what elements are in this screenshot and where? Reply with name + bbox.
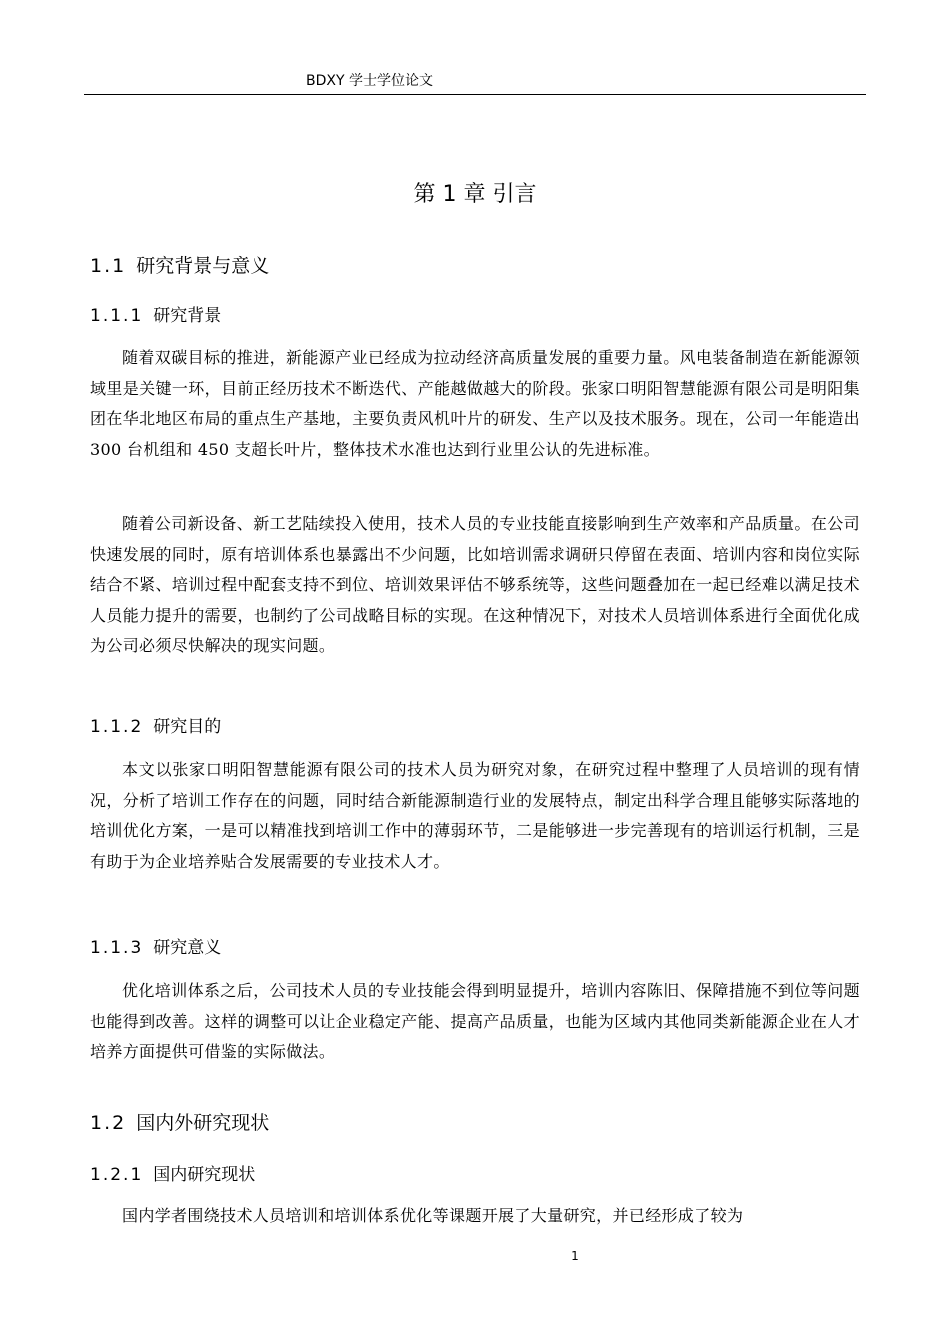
paragraph: 本文以张家口明阳智慧能源有限公司的技术人员为研究对象，在研究过程中整理了人员培训的现有情况，分析了培训工作存在的问题，同时结合新能源制造行业的发展特点，制定出科学合理且能够实际落地的培训优化方案，一是可以精准找到培训工作中的薄弱环节，二是能够进一步完善现有的培训运行机制，三是有助于为企业培养贴合发展需要的专业技术人才。: [90, 760, 860, 871]
subsection-title: 国内研究现状: [153, 1165, 256, 1185]
paragraph: 随着双碳目标的推进，新能源产业已经成为拉动经济高质量发展的重要力量。风电装备制造在新能源领域里是关键一环，目前正经历技术不断迭代、产能越做越大的阶段。张家口明阳智慧能源有限公司是明阳集团在华北地区布局的重点生产基地，主要负责风机叶片的研发、生产以及技术服务。现在，公司一年能造出 300 台机组和 450 支超长叶片，整体技术水准也达到行业里公认的先进标准。: [90, 348, 860, 459]
section-number: 1.1: [90, 255, 127, 277]
subsection-number: 1.1.1: [90, 306, 144, 326]
subsection-number: 1.1.2: [90, 717, 144, 737]
subsection-heading-1-1-1: [90, 303, 221, 329]
running-header-title: BDXY 学士学位论文: [306, 73, 433, 89]
subsection-heading-1-2-1: [90, 1162, 255, 1188]
chapter-title: 第 1 章 引言: [413, 182, 537, 207]
section-title: 国内外研究现状: [136, 1112, 270, 1134]
page-number: 1: [571, 1249, 579, 1263]
section-title: 研究背景与意义: [136, 255, 270, 277]
paragraph: 优化培训体系之后，公司技术人员的专业技能会得到明显提升，培训内容陈旧、保障措施不到位等问题也能得到改善。这样的调整可以让企业稳定产能、提高产品质量，也能为区域内其他同类新能源企业在人才培养方面提供可借鉴的实际做法。: [90, 981, 860, 1061]
section-number: 1.2: [90, 1112, 127, 1134]
paragraph: 国内学者围绕技术人员培训和培训体系优化等课题开展了大量研究，并已经形成了较为: [122, 1206, 744, 1225]
paragraph: 随着公司新设备、新工艺陆续投入使用，技术人员的专业技能直接影响到生产效率和产品质量。在公司快速发展的同时，原有培训体系也暴露出不少问题，比如培训需求调研只停留在表面、培训内容和岗位实际结合不紧、培训过程中配套支持不到位、培训效果评估不够系统等，这些问题叠加在一起已经难以满足技术人员能力提升的需要，也制约了公司战略目标的实现。在这种情况下，对技术人员培训体系进行全面优化成为公司必须尽快解决的现实问题。: [90, 514, 860, 655]
subsection-title: 研究背景: [153, 306, 222, 326]
subsection-title: 研究目的: [153, 717, 222, 737]
subsection-number: 1.1.3: [90, 938, 144, 958]
subsection-number: 1.2.1: [90, 1165, 144, 1185]
running-header: [84, 70, 866, 95]
subsection-heading-1-1-3: [90, 935, 221, 961]
section-heading-1-2: [90, 1109, 269, 1137]
subsection-heading-1-1-2: [90, 714, 221, 740]
subsection-title: 研究意义: [153, 938, 222, 958]
section-heading-1-1: [90, 252, 269, 280]
